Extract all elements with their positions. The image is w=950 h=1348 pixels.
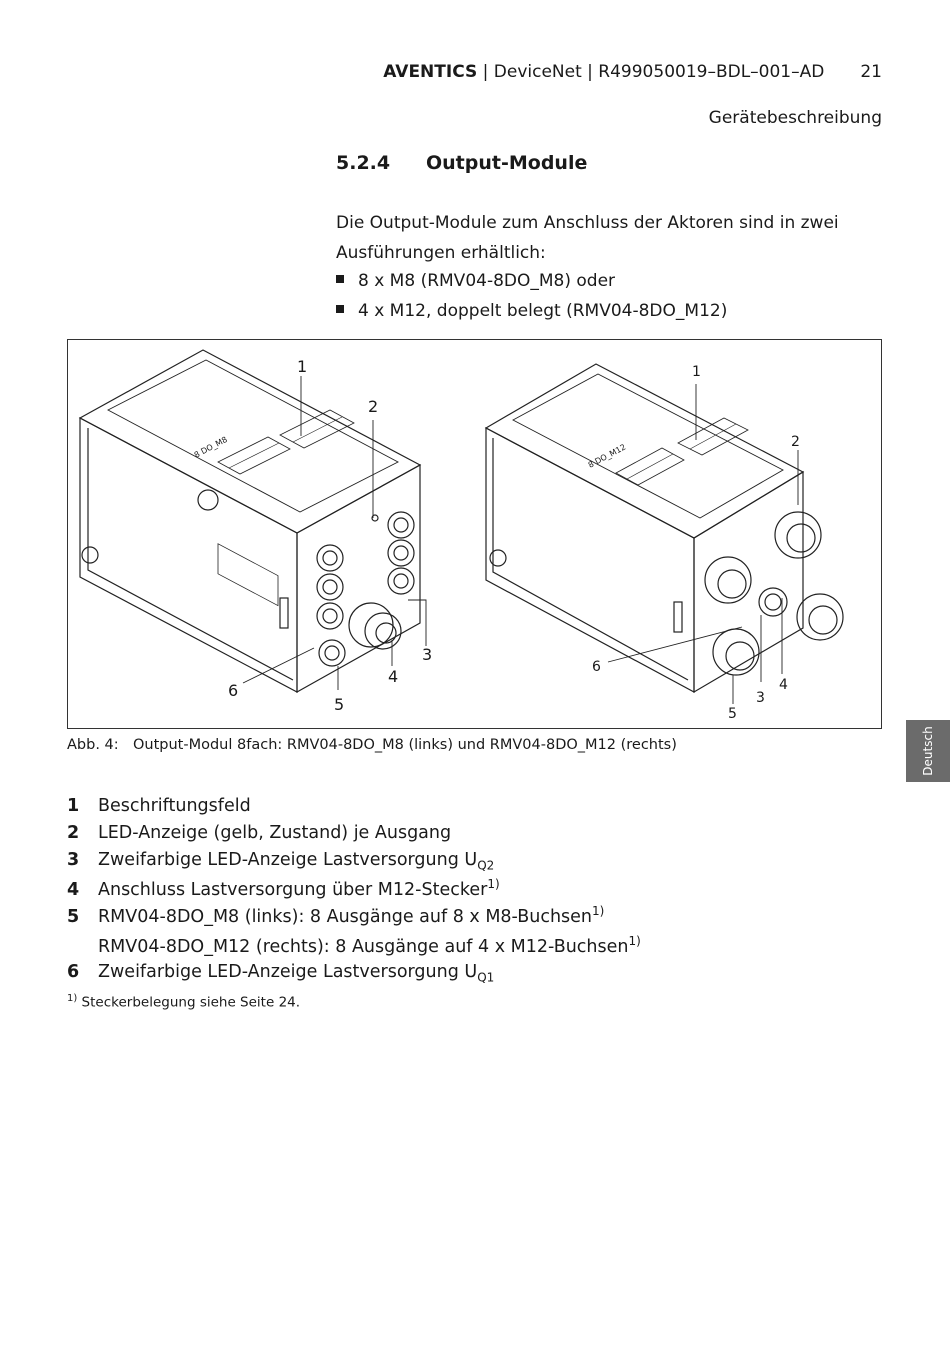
bullet-square-icon — [336, 305, 344, 313]
callout-6-right: 6 — [592, 659, 601, 675]
right-module-drawing — [486, 364, 843, 704]
figure-caption — [67, 737, 677, 753]
bullet-square-icon — [336, 275, 344, 283]
callout-4-right: 4 — [779, 677, 788, 693]
callout-6-left: 6 — [228, 681, 239, 700]
callout-5-right: 5 — [728, 706, 737, 722]
left-module-label: 8 DO_M8 — [192, 434, 229, 460]
legend-item: 1 Beschriftungsfeld — [67, 796, 251, 816]
callout-3-right: 3 — [756, 690, 765, 706]
section-number: 5.2.4 — [336, 152, 391, 174]
callout-1-left: 1 — [297, 357, 308, 376]
callout-5-left: 5 — [334, 695, 345, 714]
legend-item: 2 LED-Anzeige (gelb, Zustand) je Ausgang — [67, 823, 452, 843]
section-heading — [336, 152, 587, 174]
module-illustration — [68, 340, 881, 728]
callout-2-right: 2 — [791, 434, 800, 450]
intro-paragraph: Die Output-Module zum Anschluss der Aktoren sind in zwei Ausführungen erhältlich: — [336, 213, 839, 263]
footnote: $^{1)}$ Steckerbelegung siehe Seite 24. — [67, 993, 301, 1011]
callout-4-left: 4 — [388, 667, 399, 686]
legend-item: 5 RMV04-8DO_M8 (links): 8 Ausgänge auf 8 x M8-Buchsen$^{1)}$ — [67, 904, 605, 927]
callout-3-left: 3 — [422, 645, 433, 664]
running-header — [383, 62, 882, 82]
document-id: | DeviceNet | R499050019–BDL–001–AD — [477, 62, 825, 82]
caption-text: Output-Modul 8fach: RMV04-8DO_M8 (links) und RMV04-8DO_M12 (rechts) — [133, 737, 677, 753]
page-number: 21 — [860, 62, 882, 82]
legend-item: 4 Anschluss Lastversorgung über M12-Stecker$^{1)}$ — [67, 877, 500, 900]
legend-item: 6 Zweifarbige LED-Anzeige Lastversorgung $U_{Q1}$ — [67, 962, 495, 985]
language-side-tab: Deutsch — [906, 720, 950, 782]
legend-item: 3 Zweifarbige LED-Anzeige Lastversorgung $U_{Q2}$ — [67, 850, 495, 873]
section-title: Output-Module — [426, 152, 588, 174]
callout-1-right: 1 — [692, 364, 701, 380]
callout-2-left: 2 — [368, 397, 379, 416]
caption-label: Abb. 4: — [67, 737, 119, 753]
bullet-item: 4 x M12, doppelt belegt (RMV04-8DO_M12) — [336, 301, 727, 321]
bullet-item: 8 x M8 (RMV04-8DO_M8) oder — [336, 271, 615, 291]
figure-frame — [67, 339, 882, 729]
brand-name: AVENTICS — [383, 62, 478, 82]
chapter-title: Gerätebeschreibung — [708, 108, 882, 128]
right-module-label: 8 DO_M12 — [586, 442, 628, 470]
legend-item: RMV04-8DO_M12 (rechts): 8 Ausgänge auf 4 x M12-Buchsen$^{1)}$ — [98, 934, 641, 957]
